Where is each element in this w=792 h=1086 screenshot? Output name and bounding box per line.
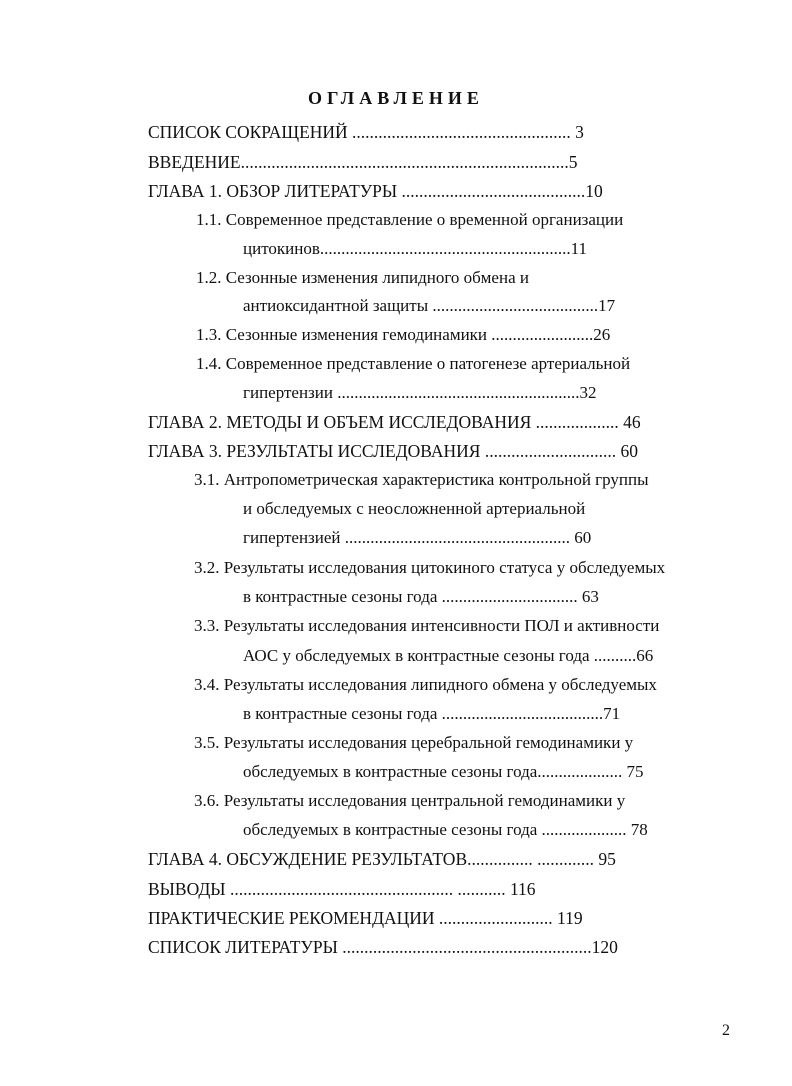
page-number: 2 <box>722 1022 730 1039</box>
toc-subentry: 1.4. Современное представление о патогенезе артериальной <box>196 354 631 373</box>
toc-subentry-continuation: в контрастные сезоны года ................................ 63 <box>243 587 599 606</box>
toc-entry: ГЛАВА 3. РЕЗУЛЬТАТЫ ИССЛЕДОВАНИЯ .............................. 60 <box>148 441 638 461</box>
toc-subentry: 3.3. Результаты исследования интенсивности ПОЛ и активности <box>194 616 660 635</box>
toc-subentry: 1.3. Сезонные изменения гемодинамики ........................26 <box>196 325 611 344</box>
toc-entry: ГЛАВА 4. ОБСУЖДЕНИЕ РЕЗУЛЬТАТОВ............... ............. 95 <box>148 849 616 869</box>
toc-heading: ОГЛАВЛЕНИЕ <box>308 88 484 108</box>
toc-entry: ГЛАВА 1. ОБЗОР ЛИТЕРАТУРЫ ..........................................10 <box>148 181 603 201</box>
toc-subentry: 3.1. Антропометрическая характеристика контрольной группы <box>194 470 649 489</box>
toc-entry: СПИСОК СОКРАЩЕНИЙ .................................................. 3 <box>148 122 584 142</box>
toc-subentry-continuation: обследуемых в контрастные сезоны года .................... 78 <box>243 820 648 839</box>
toc-entry: ПРАКТИЧЕСКИЕ РЕКОМЕНДАЦИИ .......................... 119 <box>148 908 583 928</box>
toc-subentry-continuation: гипертензией ..................................................... 60 <box>243 528 592 547</box>
toc-subentry: 3.5. Результаты исследования церебральной гемодинамики у <box>194 733 634 752</box>
toc-subentry-continuation: гипертензии .........................................................32 <box>243 383 597 402</box>
toc-entry: ВЫВОДЫ ................................................... ........... 116 <box>148 879 536 899</box>
toc-subentry: 1.1. Современное представление о временной организации <box>196 210 624 229</box>
toc-subentry-continuation: обследуемых в контрастные сезоны года.................... 75 <box>243 762 644 781</box>
toc-entry: ГЛАВА 2. МЕТОДЫ И ОБЪЕМ ИССЛЕДОВАНИЯ ................... 46 <box>148 412 641 432</box>
toc-subentry-continuation: АОС у обследуемых в контрастные сезоны года ..........66 <box>243 646 654 665</box>
toc-subentry-continuation: в контрастные сезоны года ......................................71 <box>243 704 621 723</box>
toc-subentry: 1.2. Сезонные изменения липидного обмена и <box>196 268 529 287</box>
toc-entry: СПИСОК ЛИТЕРАТУРЫ .........................................................120 <box>148 937 618 957</box>
toc-subentry-continuation: цитокинов...........................................................11 <box>243 239 588 258</box>
toc-subentry-continuation: и обследуемых с неосложненной артериальной <box>243 499 586 518</box>
toc-subentry: 3.2. Результаты исследования цитокиного статуса у обследуемых <box>194 558 666 577</box>
toc-entry: ВВЕДЕНИЕ...........................................................................5 <box>148 152 578 172</box>
toc-subentry: 3.6. Результаты исследования центральной гемодинамики у <box>194 791 626 810</box>
toc-subentry-continuation: антиоксидантной защиты .......................................17 <box>243 296 616 315</box>
toc-subentry: 3.4. Результаты исследования липидного обмена у обследуемых <box>194 675 657 694</box>
